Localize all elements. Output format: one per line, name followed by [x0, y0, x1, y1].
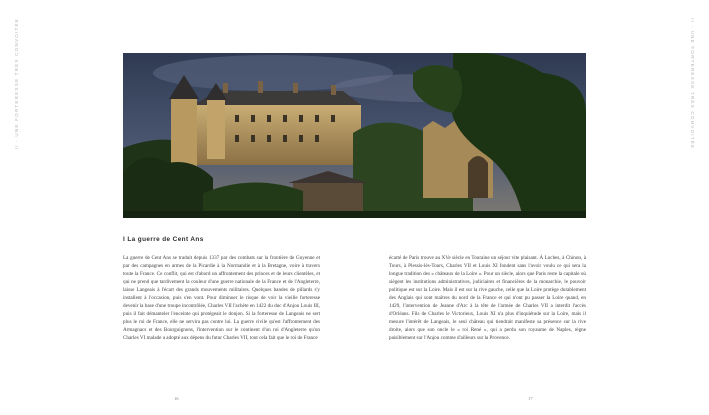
text-column-right — [389, 254, 586, 343]
running-head-right: II · UNE FORTERESSE TRÈS CONVOITÉE — [690, 18, 695, 150]
text-column-left — [123, 254, 320, 343]
running-head-left: II · UNE FORTERESSE TRÈS CONVOITÉE — [14, 18, 19, 150]
chateau-photo — [123, 53, 586, 218]
chateau-illustration — [123, 53, 586, 218]
page-number-right: 17 — [528, 396, 533, 401]
paragraph-right: écarté de Paris trouve au XVe siècle en Touraine un séjour vite plaisant. À Loches, à Chinon, à Tours, à Plessis-lès-Tours, Charles VII et Louis XI fondent sans l'avoir voulu ce qui sera la longue tradition des « châteaux de la Loire ». Pour un siècle, alors que Paris reste la capitale où siègent les institutions administratives, judiciaires et financières de la monarchie, le pouvoir politique est sur la Loire. Mais il est sur la rive gauche, celle que la Loire protège durablement des Anglais qui sont maîtres du nord de la France et qui n'ont pu passer la Loire quand, en 1429, l'intervention de Jeanne d'Arc à la tête de l'armée de Charles VII a interdit l'accès d'Orléans. Fils de Charles le Victorieux, Louis XI n'a plus d'inquiétude sur la Loire, mais il mesure l'intérêt de Langeais, le seul château qui tiendrait manifeste sa présence sur la rive droite, alors que son oncle le « roi René », qui a perdu son royaume de Naples, règne paisiblement sur l'Anjou comme d'ailleurs sur la Provence. — [389, 255, 586, 342]
paragraph-left: La guerre de Cent Ans se traduit depuis 1337 par des combats sur la frontière de Guyenne et par des campagnes en armes de la Picardie à la Normandie et à la Bretagne, voire à travers toute la France. Ce conflit, qui est d'abord un affrontement des princes et de leurs clientèles, et qui ne prend que tardivement la couleur d'une guerre nationale de la France et de l'Angleterre, laisse Langeais à l'écart des grands mouvements militaires. Quelques bandes de pillards s'y installent à l'occasion, puis s'en vont. Pour diminuer le risque de voir la vieille forteresse devenir la base d'une troupe incontrôlée, Charles VII l'achète en 1422 du duc d'Anjou Louis III, puis il fait démanteler l'enceinte qui protégeait le donjon. Si la forteresse de Langeais ne sert plus le roi de France, elle ne servira pas contre lui. La guerre civile qu'est l'affrontement des Armagnacs et des Bourguignons, l'intervention sur le continent d'un roi d'Angleterre qu'un Charles VI malade a adopté aux dépens du futur Charles VII, tout cela fait que le roi de France — [123, 255, 320, 342]
section-heading: I La guerre de Cent Ans — [123, 236, 204, 243]
page-number-left: 16 — [174, 396, 179, 401]
